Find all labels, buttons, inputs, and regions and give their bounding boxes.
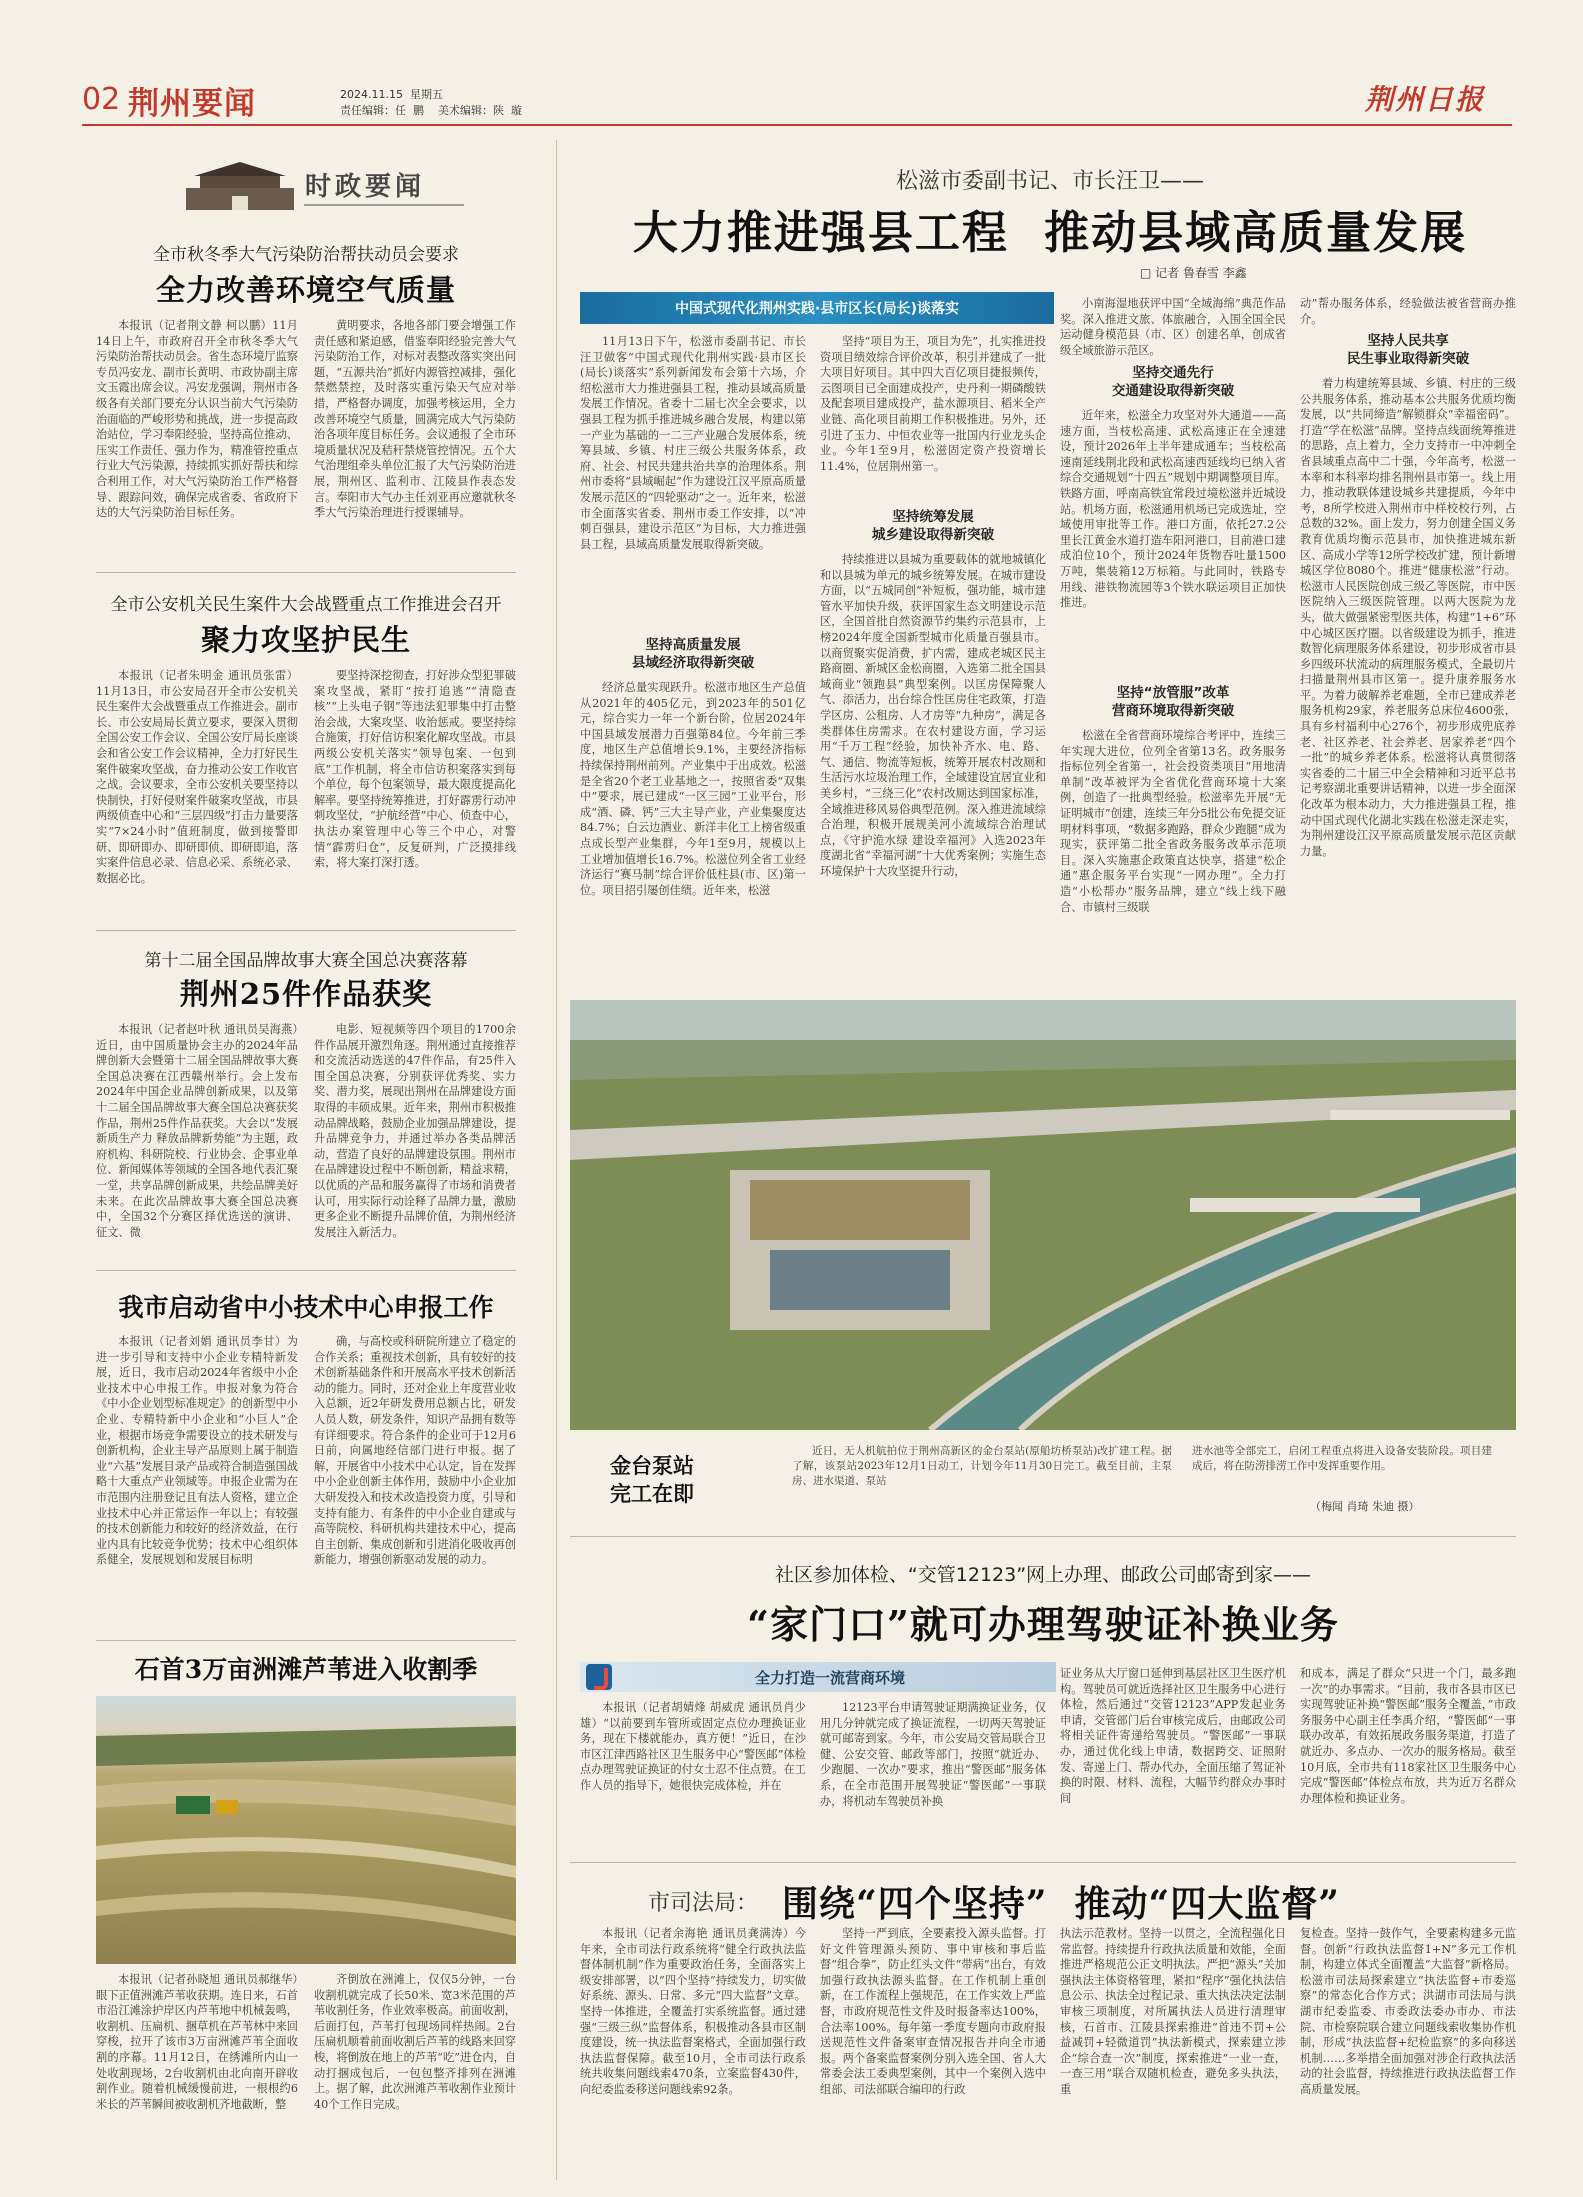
article4-body-left: 本报讯（记者刘娟 通讯员李甘）为进一步引导和支持中小企业专精特新发展，近日，我市启动2024年省级中小企业技术中心申报工作。申报对象为符合《中小企业划型标准规定》的创新型中小企业、专精特新中小企业和“小巨人”企业，根据市场竞争需要设立的技术研发与创新机构，企业主导产品原则上属于制造业“六基”发展目录产品或符合制造强国战略十大重点产业领域等。申报企业需为在市范围内注册登记且有法人资格，建立企业技术中心并正常运作一年以上；有较强的技术创新能力和较好的经济效益，在行业内具有比较竞争优势；技术中心组织体系健全，发展规划和发展目标明 xyxy=(96,1335,298,1567)
article3-body-left: 本报讯（记者赵叶秋 通讯员吴海燕）近日，由中国质量协会主办的2024年品牌创新大会暨第十二届全国品牌故事大赛全国总决赛在江西赣州举行。会上发布2024年中国企业品牌创新成果，以及第十二届全国品牌故事大赛全国总决赛获奖作品，荆州25件作品获奖。大会以“发展新质生产力 释放品牌新势能”为主题，政府机构、科研院校、行业协会、企事业单位、新闻媒体等领域的全国各地代表汇聚一堂，共享品牌创新成果，共绘品牌美好未来。在此次品牌故事大赛全国总决赛中，全国32个分赛区择优选送的演讲、征文、微 xyxy=(96,1023,298,1239)
article1-body-right: 黄明要求，各地各部门要会增强工作责任感和紧迫感，借鉴奉阳经验完善大气污染防治工作，对标对表整改落实突出问题，“五源共治”抓好内源管控减排，强化禁燃禁控，及时落实重污染天气应对举措，严格督办调度，加强考核运用，全力改善环境空气质量，圆满完成大气污染防治各项年度目标任务。会议通报了全市环境质量状况及秸秆禁烧管控情况。五个大气治理组牵头单位汇报了大气污染防治进展，荆州区、监利市、江陵县作表态发言。奉阳市大气办主任刘亚再应邀就秋冬季大气污染治理进行授课辅导。 xyxy=(314,319,516,520)
business-logo-icon xyxy=(586,1664,612,1690)
article6-col2: 12123平台申请驾驶证期满换证业务，仅用几分钟就完成了换证流程，一切两天驾驶证就可邮寄到家。今年，市公安局交管局联合卫健、公安交管、邮政等部门，按照“就近办、少跑腿、一次办”要求，推出“警医邮”服务体系，在全市范围开展驾驶证“警医邮”一事联办，将机动车驾驶员补换 xyxy=(820,1701,1046,1808)
lead-headline: 大力推进强县工程 推动县域高质量发展 xyxy=(632,206,1468,259)
divider xyxy=(570,1536,1516,1537)
lead-col2-top: 坚持“项目为王，项目为先”，扎实推进投资项目绩效综合评价改革，积引并建成了一批大项目好项目。其中四大百亿项目捷报频传，云图项目已全面建成投产，史丹利一期磷酸铁及配套项目建成投产，盐水源项目、稻米全产业链、高化项目前期工作积极推进。另外，还引进了玉力、中恒农业等一批国内行业龙头企业。今年1至9月，松滋固定资产投资增长11.4%，位居荆州第一。 xyxy=(820,335,1046,473)
section-title: 荆州要闻 xyxy=(128,86,256,122)
divider xyxy=(570,1862,1516,1863)
article6-kicker: 社区参加体检、“交管12123”网上办理、邮政公司邮寄到家—— xyxy=(774,1564,1312,1586)
article5-body-right: 齐倒放在洲滩上，仅仅5分钟，一台收割机就完成了长50米、宽3米范围的芦苇收割任务，作业效率极高。前面收割，后面打包，芦苇打包现场同样热闹。2台压扁机顺着前面收割后芦苇的线路来回穿梭，将倒放在地上的芦苇“吃”进仓内，自动打捆成包后，一包包整齐排列在洲滩上。据了解，此次洲滩芦苇收割作业预计40个工作日完成。 xyxy=(314,1973,516,2111)
lead-col2-bottom: 持续推进以县城为重要载体的就地城镇化和以县城为单元的城乡统筹发展。在城市建设方面，以“五城同创”补短板，强功能，城市建管水平加快升级，获评国家生态文明建设示范区，全国首批自然资源节约集约示范县市，上榜2024年度全国新型城市化质量百强县市。以商贸聚实促消费，扩内需，建成老城区民主路商圈、新城区金松商圈，入选第二批全国县域商业“领跑县”典型案例。以匡房保障聚人气、添活力，出台综合性匡房住宅政策，打造学区房、公租房、人才房等“九种房”，满足各类群体住房需求。在农村建设方面，学习运用“千万工程”经验，加快补齐水、电、路、气、通信、物流等短板，统筹开展农村改厕和生活污水垃圾治理工作，全域建设宜居宜业和美乡村，“三绕三化”农村改厕达到国家标准，全域推进移风易俗典型范例。深入推进流域综合治理，积极开展规美河小流域综合治理试点，《守护洈水绿 建设幸福河》入选2023年度湖北省“幸福河湖”十大优秀案例；实施生态环境保护十大攻坚提升行动， xyxy=(820,553,1046,878)
article5-body-left: 本报讯（记者孙晓旭 通讯员郝继华）眼下正值洲滩芦苇收获期。连日来，石首市沿江滩涂护岸区内芦苇地中机械轰鸣，收割机、压扁机、捆草机在芦苇林中来回穿梭，拉开了该市3万亩洲滩芦苇全面收割的序幕。11月12日，在绣滩所内山一处收割现场，2台收割机由北向南开辟收割作业。随着机械缓慢前进，一根根约6米长的芦苇瞬间被收割机齐地截断，整 xyxy=(96,1973,298,2111)
article7-kicker: 市司法局： xyxy=(648,1891,759,1916)
article2-headline: 聚力攻坚护民生 xyxy=(200,623,411,657)
series-banner-label: 中国式现代化荆州实践·县市区长(局长)谈落实 xyxy=(674,301,960,317)
lead-byline: □ 记者 鲁春雪 李鑫 xyxy=(1140,266,1247,280)
photo-title-line2: 完工在即 xyxy=(610,1481,694,1506)
reed-harvest-photo xyxy=(96,1696,516,1964)
lead-col1-subhead: 坚持高质量发展 县域经济取得新突破 xyxy=(631,637,755,671)
article5-headline: 石首3万亩洲滩芦苇进入收割季 xyxy=(134,1655,478,1684)
article6-col3: 证业务从大厅窗口延伸到基层社区卫生医疗机构。驾驶员可就近选择社区卫生服务中心进行体检，然后通过“交管12123”APP发起业务申请，交管部门后台审核完成后，由邮政公司将相关证件寄递给驾驶员。“警医邮”一事联办，通过优化线上申请，数据跨交、证照附发、寄递上门、帮办代办，全面压缩了驾证补换的时限、材料、流程，大幅节约群众办事时间 xyxy=(1060,1667,1286,1805)
divider xyxy=(96,930,516,931)
article2-body-right: 要坚持深挖彻查，打好涉众型犯罪破案攻坚战，紧盯“按打追逃”“清隐查核”“上头电子钢”等违法犯罪集中打击整治会战，大案攻坚、收治惩戒。要坚持综合施策，打好信访积案化解攻坚战。市县两级公安机关落实“领导包案、一包到底”工作机制，将全市信访积案落实到每个单位，每个包案领导，最大限度提高化解率。要坚持统筹推进，打好霹雳行动冲刺攻坚仗，“护航经营”中心、侦查中心，执法办案管理中心等三个中心，对警情“霹雳归仓”，反复研判，广泛摸排线索，将大案打深打透。 xyxy=(314,669,516,870)
article1-body-left: 本报讯（记者荆文静 柯以鹏）11月14日上午，市政府召开全市秋冬季大气污染防治帮扶动员会。省生态环境厅监察专员冯安龙、副市长黄明、市政协副主席文玉霞出席会议。冯安龙强调，荆州市各级各有关部门要充分认识当前大气污染防治面临的严峻形势和挑战，进一步提高政治站位，学习奉阳经验，坚持高位推动、压实工作责任、强力作为，精准管控重点行业大气污染源，持续抓实抓好帮扶和综合利用工作，对大气污染防治工作严格督导、跟踪问效，确保完成省委、省政府下达的大气污染防治目标任务。 xyxy=(96,319,298,520)
article3-headline: 荆州25件作品获奖 xyxy=(179,977,433,1011)
photo-caption-2: 进水池等全部完工，启闭工程重点将进入设备安装阶段。项目建成后，将在防涝排涝工作中发挥重要作用。 xyxy=(1192,1445,1492,1472)
banner-underline xyxy=(304,204,464,206)
article1-kicker: 全市秋冬季大气污染防治帮扶动员会要求 xyxy=(153,245,459,265)
business-env-banner xyxy=(580,1662,1056,1692)
article4-headline: 我市启动省中小技术中心申报工作 xyxy=(118,1293,494,1322)
photo-caption-1: 近日，无人机航拍位于荆州高新区的金台泵站(原船坊桥泵站)改扩建工程。据了解，该泵站2023年12月1日动工，计划今年11月30日完工。截至目前，主泵房、进水渠道、泵站 xyxy=(792,1445,1172,1487)
lead-col4-top: 动”帮办服务体系，经验做法被省营商办推介。 xyxy=(1300,297,1516,326)
divider xyxy=(96,1270,516,1271)
article7-headline: 围绕“四个坚持” 推动“四大监督” xyxy=(782,1883,1340,1925)
column-divider xyxy=(556,140,557,2180)
column-banner-title: 时政要闻 xyxy=(305,172,426,202)
city-gate-icon xyxy=(180,158,300,214)
article4-body-right: 确，与高校或科研院所建立了稳定的合作关系；重视技术创新，具有较好的技术创新基础条件和开展高水平技术创新活动的能力。同时，还对企业上年度营业收入总额，近2年研发费用总额占比，研发人员人数，研发条件，知识产品拥有数等有详细要求。符合条件的企业可于12月6日前，向属地经信部门进行申报。据了解，开展省中小技术中心认定，旨在发挥中小企业创新主体作用，鼓励中小企业加大研发投入和技术改造投资力度，引导和支持有能力、有条件的中小企业自建或与高等院校、科研机构共建技术中心，提高自主创新、集成创新和引进消化吸收再创新能力，增强创新驱动发展的动力。 xyxy=(314,1335,516,1567)
pump-station-photo xyxy=(570,1000,1516,1430)
page-header xyxy=(0,0,1583,120)
editor-credits: 责任编辑：任 鹏 美术编辑：陕 璇 xyxy=(340,104,522,117)
lead-col3-mid: 近年来，松滋全力攻坚对外大通道——高速方面，当枝松高速、武松高速正在全速建设，预计2026年上半年建成通车；当枝松高速南延线荆北段和武松高速西延线均已纳入省综合交通规划“十四五”规划中期调整项目库。铁路方面，呼南高铁宜常段过境松滋并近城设站。机场方面，松滋通用机场已完成选址，空域使用审批等工作。港口方面，依托27.2公里长江黄金水道打造车阳河港口，目前港口建成泊位10个，预计2024年货物吞吐量1500万吨，集装箱12万标箱。与此同时，铁路专用线、港铁物流园等3个铁水联运项目正加快推进。 xyxy=(1060,409,1286,610)
divider xyxy=(96,1640,516,1641)
article7-col3: 执法示范教材。坚持一以贯之，全流程强化日常监督。持续提升行政执法质量和效能，全面推进严格规范公正文明执法。严把“源头”关加强执法主体资格管理，紧扣“程序”强化执法信息公示、执法全过程记录、重大执法决定法制审核三项制度，对所属执法人员进行清理审核，石首市、江陵县探索推进“首违不罚+公益减罚+轻微道罚”执法新模式，探索建立涉企“综合查一次”制度，探索推进“一业一查，一查三用”联合双随机检查，避免多头执法，重 xyxy=(1060,1927,1286,2096)
page-number: 02 xyxy=(82,82,121,117)
divider xyxy=(96,572,516,573)
photo-title-line1: 金台泵站 xyxy=(610,1453,694,1478)
article2-kicker: 全市公安机关民生案件大会战暨重点工作推进会召开 xyxy=(110,595,502,615)
lead-col4-bottom: 着力构建统筹县域、乡镇、村庄的三级公共服务体系，推动基本公共服务优质均衡发展，以“共同缔造”解锁群众“幸福密码”。打造“学在松滋”品牌。坚持点线面统筹推进的思路，点上着力，全力支持市一中冲刺全省县域重点高中二十强，今年高考，松滋一本率和本科率均排名荆州县市第一。线上用力，推动教联体建设城乡共建提质，今年中考，8所学校进入荆州市中样校校行列，占总数的32%。面上发力，努力创建全国义务教育优质均衡示范县市，加快推进城东新区、高成小学等12所学校改扩建，预计新增城区学位8080个。推进“健康松滋”行动。松滋市人民医院创成三级乙等医院，市中医医院纳入三级医院管理。以两大医院为龙头，做大做强紧密型医共体，构建“1+6”环中心城区医疗圈。以省级建设为抓手，推进数智化病理服务体系建设，初步形成省市县乡四级环状流动的病理服务模式，全最切片扫描量荆州县市区第一。提升康养服务水平。为着力破解养老难题，全市已建成养老服务机构29家，养老服务总床位4600张，具有乡村福利中心276个，初步形成兜底养老、社区养老、社会养老、居家养老“四个一批”的城乡养老体系。松滋将认真贯彻落实省委的二十届三中全会精神和习近平总书记考察湖北重要讲话精神，以进一步全面深化改革为根本动力，大力推进强县工程，推动中国式现代化湖北实践在松滋走深走实，为荆州建设江汉平原高质量发展示范区贡献力量。 xyxy=(1300,377,1516,858)
newspaper-logo: 荆州日报 xyxy=(1365,83,1486,116)
article7-col2: 坚持一严到底，全要素投入源头监督。打好文件管理源头预防、事中审核和事后监督“组合拳”，防止红头文件“带病”出台，有效加强行政执法源头监督。在工作机制上重创新，在工作流程上强规范，在工作实效上严监督，市政府规范性文件及时报备率达100%，合法率100%。每年第一季度专题向市政府报送规范性文件备案审查情况报告并向全市通报。两个备案监督案例分别入选全国、省人大常委会法工委典型案例，其中一个案例入选中组部、司法部联合编印的行政 xyxy=(820,1927,1046,2096)
article7-col4: 复检查。坚持一鼓作气，全要素构建多元监督。创新“行政执法监督1+N”多元工作机制，构建立体式全面覆盖“大监督”新格局。松滋市司法局探索建立“执法监督+市委巡察”的常态化合作方式；洪湖市司法局与洪湖市纪委监委、市委政法委办市办、市法院、市检察院联合建立问题线索收集协作机制，形成“执法监督+纪检监察”的多向移送机制……多举措全面加强对涉企行政执法活动的社会监督，持续推进行政执法监督工作高质量发展。 xyxy=(1300,1927,1516,2096)
lead-kicker: 松滋市委副书记、市长汪卫—— xyxy=(895,169,1204,194)
lead-col3-subhead1: 坚持交通先行 交通建设取得新突破 xyxy=(1111,365,1235,399)
lead-col2-subhead: 坚持统筹发展 城乡建设取得新突破 xyxy=(871,509,995,543)
article3-body-right: 电影、短视频等四个项目的1700余件作品展开激烈角逐。荆州通过直接推荐和交流活动选送的47件作品，有25件入围全国总决赛，分别获评优秀奖、实力奖、潜力奖，展现出荆州在品牌建设方面取得的丰硕成果。近年来，荆州市积极推动品牌战略，鼓励企业加强品牌建设，提升品牌竞争力，并通过举办各类品牌活动，营造了良好的品牌建设氛围。荆州市在品牌建设过程中不断创新，精益求精，以优质的产品和服务赢得了市场和消费者认可，用实际行动诠释了品牌力量，激励更多企业不断提升品牌价值，为荆州经济发展注入新活力。 xyxy=(314,1023,516,1239)
pump-station-aerial-illustration xyxy=(570,1000,1516,1430)
column-banner xyxy=(180,158,470,214)
lead-col3-bottom: 松滋在全省营商环境综合考评中，连续三年实现大进位，位列全省第13名。政务服务指标位列全省第一，社会投资类项目“用地清单制”改革被评为全省优化营商环境十大案例，创造了一批典型经验。松滋率先开展“无证明城市”创建，连续三年分5批公布免提交证明材料事项，“数据多跑路，群众少跑腿”成为现实，获评第二批全省政务服务改革示范项目。深入实施惠企政策直达快享，搭建“松企通”惠企服务平台实现“一网办理”。全力打造“小松帮办”服务品牌，建立“线上线下融合、市镇村三级联 xyxy=(1060,729,1286,914)
lead-col4-subhead: 坚持人民共享 民生事业取得新突破 xyxy=(1346,333,1470,367)
business-banner-label: 全力打造一流营商环境 xyxy=(754,1669,905,1687)
lead-col3-top: 小南海湿地获评中国“全域海绵”典范作品奖。深入推进文旅、体旅融合，入围全国全民运动健身模范县（市、区）创建名单，创成省级全域旅游示范区。 xyxy=(1060,297,1286,357)
lead-col1-bottom: 经济总量实现跃升。松滋市地区生产总值从2021年的405亿元，到2023年的501亿元，综合实力一年一个新台阶，位居2024年中国县域发展潜力百强第84位。今年前三季度，地区生产总值增长9.1%，主要经济指标持续保持荆州前列。产业集中于出成效。松滋是全省20个老工业基地之一，按照省委“双集中”要求，展已建成“一区三园”工业平台，形成“酒、磷、钙”三大主导产业，产业集聚度达84.7%；白云边酒业、新洋丰化工上榜省级重点成长型产业集群，今年1至9月，规模以上工业增加值增长16.7%。松滋位列全省工业经济运行“赛马制”综合评价低柱县(市、区)第一位。项目招引屡创佳绩。近年来，松滋 xyxy=(580,681,806,897)
article7-col1: 本报讯（记者余海艳 通讯员龚满涛）今年来，全市司法行政系统将“健全行政执法监督体制机制”作为重要政治任务，全面落实上级安排部署，以“四个坚持”持续发力，切实做好系统、源头、日常、多元“四大监督”文章。坚持一体推进，全覆盖打实系统监督。通过建强“三级三纵”监督体系，积极推动各县市区制度建设，统一执法监督案格式，全面加强行政执法监督保障。截至10月，全市司法行政系统共收集问题线索470条，立案监督430件，向纪委监委移送问题线索92条。 xyxy=(580,1927,806,2096)
article6-col1: 本报讯（记者胡婧烽 胡威虎 通讯员肖少雄）“以前要到车管所或固定点位办理换证业务，现在下楼就能办，真方便！”近日，在沙市区江津西路社区卫生服务中心“警医邮”体检点办理驾驶证换证的付女士忍不住点赞。在工作人员的指导下，她很快完成体检，并在 xyxy=(580,1701,806,1792)
reed-field-illustration xyxy=(96,1696,516,1964)
photo-feature-title xyxy=(610,1452,740,1508)
photo-credit: （梅闻 肖琦 朱迪 摄） xyxy=(1310,1500,1420,1513)
lead-col1-top: 11月13日下午，松滋市委副书记、市长汪卫做客“中国式现代化荆州实践·县市区长(局长)谈落实”系列新闻发布会第十六场，介绍松滋市大力推进强县工程，推动县域高质量发展工作情况。省委十二届七次全会要求，以强县工程为抓手推进城乡融合发展，构建以第一产业为基础的一二三产业融合发展体系，统筹县域、乡镇、村庄三级公共服务体系，政府、社会、村民共建共治共享的治理体系。荆州市委将“县域崛起”作为建设江汉平原高质量发展示范区的“四轮驱动”之一。近年来，松滋市全面落实省委、荆州市委工作安排，以“冲刺百强县，建设示范区”为目标，大力推进强县工程，县域高质量发展取得新突破。 xyxy=(580,335,806,551)
article1-headline: 全力改善环境空气质量 xyxy=(155,273,456,307)
lead-col3-subhead2: 坚持“放管服”改革 营商环境取得新突破 xyxy=(1111,685,1235,719)
photo-caption-box xyxy=(570,1438,1516,1522)
article2-body-left: 本报讯（记者朱明金 通讯员张雷）11月13日，市公安局召开全市公安机关民生案件大会战暨重点工作推进会。副市长、市公安局局长黄立要求，要深入贯彻全国公安工作会议、全国公安厅局长座谈会和省公安工作会议精神，全力打好民生案件破案攻坚战，奋力推动公安工作收官之战。会议要求，全市公安机关要坚持以快制快，打好侵财案件破案攻坚战，市县两级侦查中心和“三层四级”打击力量要落实“7×24小时”值班制度，做到接警即研、即研即办、即研即侦、即研即追，落实案件信息必录、信息必采、系统必录、数据必比。 xyxy=(96,669,298,885)
header-rule xyxy=(82,124,1512,126)
article6-col4: 和成本，满足了群众“只进一个门，最多跑一次”的办事需求。“目前，我市各县市区已实现驾驶证补换“警医邮”服务全覆盖，”市政务服务中心副主任李禹介绍，“警医邮”一事联办改革，有效拓展政务服务渠道，打造了就近办、多点办、一次办的服务格局。截至10月底，全市共有118家社区卫生服务中心完成“警医邮”体检点布放，共为近万名群众办理体检和换证业务。 xyxy=(1300,1667,1516,1805)
article3-kicker: 第十二届全国品牌故事大赛全国总决赛落幕 xyxy=(144,951,468,971)
issue-date: 2024.11.15 星期五 xyxy=(340,88,443,101)
series-banner xyxy=(580,292,1054,324)
article6-headline: “家门口”就可办理驾驶证补换业务 xyxy=(747,1602,1339,1647)
